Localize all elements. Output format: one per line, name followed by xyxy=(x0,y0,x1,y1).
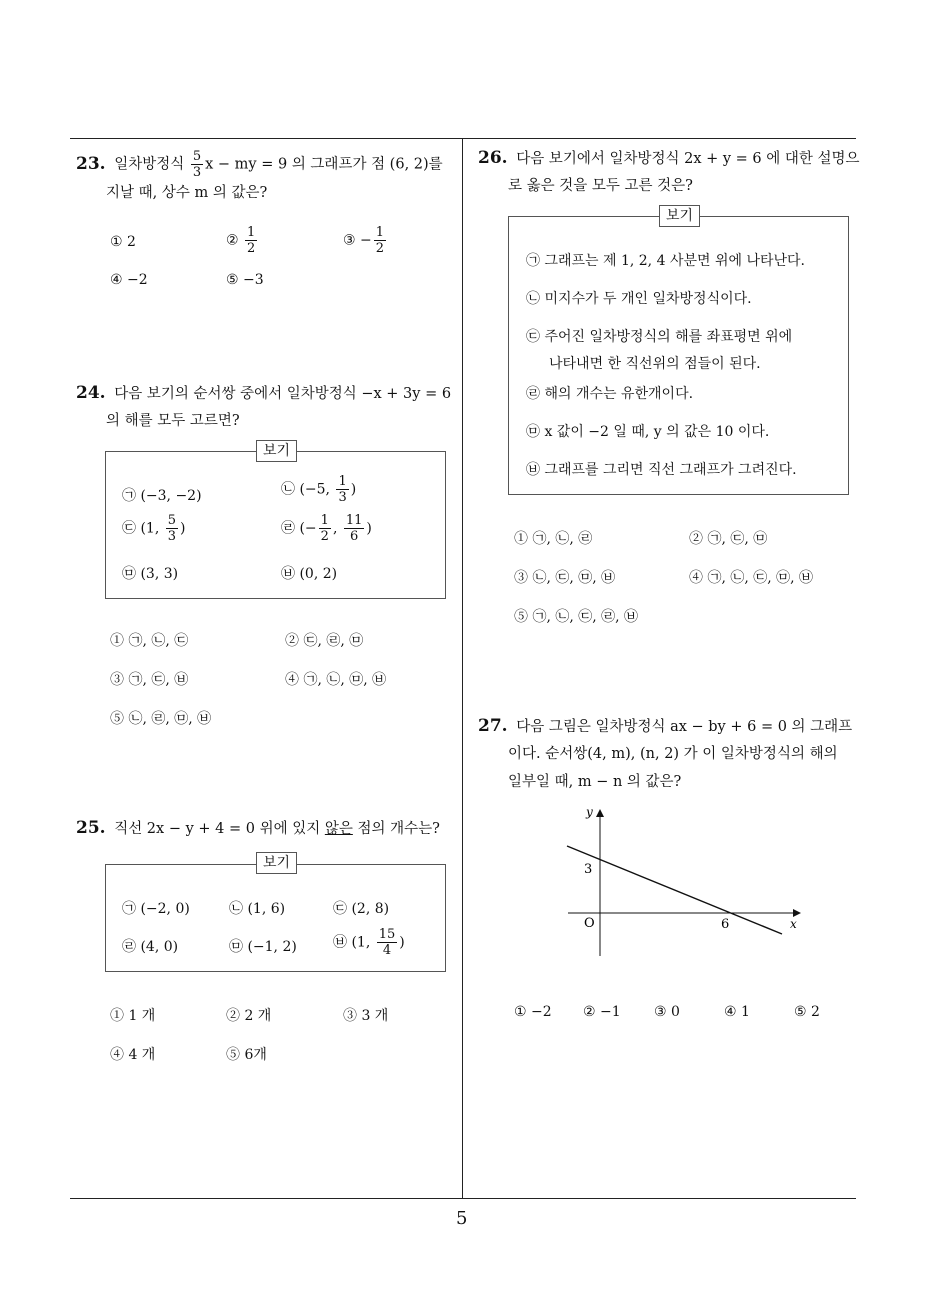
q26-box-title: 보기 xyxy=(659,205,700,227)
q24-option-4[interactable]: ④ ㉠, ㉡, ㉤, ㉥ xyxy=(285,672,387,688)
q23-number: 23. xyxy=(76,153,106,174)
q24-item-b: ㉡ (−5, $\frac{1}{3}$ ) xyxy=(281,474,357,505)
column-divider xyxy=(462,139,463,1198)
q26-option-5[interactable]: ⑤ ㉠, ㉡, ㉢, ㉣, ㉥ xyxy=(514,609,639,625)
q25-underlined-word: 않은 xyxy=(324,821,353,837)
q26-item-d: ㉣ 해의 개수는 유한개이다. xyxy=(526,386,694,402)
q23-option-1[interactable]: ① 2 xyxy=(110,234,136,250)
q24-option-1[interactable]: ① ㉠, ㉡, ㉢ xyxy=(110,633,189,649)
q27-option-5[interactable]: ⑤ 2 xyxy=(794,1004,820,1020)
q23-stem: 23. 일차방정식 $\frac{5}{3}$ x − my = 9 의 그래프가 점 (6, 2)를 xyxy=(76,149,443,180)
q24-number: 24. xyxy=(76,383,106,403)
q25-option-1[interactable]: ① 1 개 xyxy=(110,1008,156,1024)
q24-stem-line2: 의 해를 모두 고르면? xyxy=(106,413,240,429)
q26-item-b: ㉡ 미지수가 두 개인 일차방정식이다. xyxy=(526,291,752,307)
x-axis-label: x xyxy=(790,917,797,931)
q26-number: 26. xyxy=(478,148,508,168)
y-axis-label: y xyxy=(586,805,593,819)
q26-stem: 26. 다음 보기에서 일차방정식 2x + y = 6 에 대한 설명으 xyxy=(478,148,860,168)
q25-item-b: ㉡ (1, 6) xyxy=(229,901,286,917)
q23-option-5[interactable]: ⑤ −3 xyxy=(226,272,264,288)
q23-stem-line2: 지날 때, 상수 m 의 값은? xyxy=(106,185,268,201)
x-intercept-label: 6 xyxy=(721,917,730,932)
q25-option-5[interactable]: ⑤ 6개 xyxy=(226,1047,267,1063)
q27-number: 27. xyxy=(478,716,508,736)
q23-option-2[interactable]: ② $\frac{1}{2}$ xyxy=(226,225,256,256)
q27-option-3[interactable]: ③ 0 xyxy=(654,1004,680,1020)
q24-option-5[interactable]: ⑤ ㉡, ㉣, ㉤, ㉥ xyxy=(110,711,212,727)
q26-option-1[interactable]: ① ㉠, ㉡, ㉣ xyxy=(514,531,593,547)
q25-stem: 25. 직선 2x − y + 4 = 0 위에 있지 않은 점의 개수는? xyxy=(76,818,440,838)
q27-stem-line2: 이다. 순서쌍(4, m), (n, 2) 가 이 일차방정식의 해의 xyxy=(508,746,838,762)
q24-option-3[interactable]: ③ ㉠, ㉢, ㉥ xyxy=(110,672,189,688)
origin-label: O xyxy=(584,916,595,931)
q24-item-c: ㉢ (1, $\frac{5}{3}$ ) xyxy=(122,513,186,544)
top-rule xyxy=(70,138,856,139)
q26-item-c: ㉢ 주어진 일차방정식의 해를 좌표평면 위에 xyxy=(526,329,793,345)
q24-option-2[interactable]: ② ㉢, ㉣, ㉤ xyxy=(285,633,364,649)
q27-option-1[interactable]: ① −2 xyxy=(514,1004,552,1020)
q25-item-d: ㉣ (4, 0) xyxy=(122,939,179,955)
bottom-rule xyxy=(70,1198,856,1199)
q27-option-4[interactable]: ④ 1 xyxy=(724,1004,750,1020)
q23-fraction: $\frac{5}{3}$ xyxy=(192,149,202,180)
q26-option-2[interactable]: ② ㉠, ㉢, ㉤ xyxy=(689,531,768,547)
q26-item-f: ㉥ 그래프를 그리면 직선 그래프가 그려진다. xyxy=(526,462,797,478)
y-intercept-label: 3 xyxy=(584,862,593,877)
q24-item-f: ㉥ (0, 2) xyxy=(281,566,338,582)
q25-option-3[interactable]: ③ 3 개 xyxy=(343,1008,389,1024)
q27-stem-line3: 일부일 때, m − n 의 값은? xyxy=(508,774,682,790)
page-number: 5 xyxy=(456,1208,468,1229)
q24-box-title: 보기 xyxy=(256,440,297,462)
q27-graph xyxy=(550,800,810,962)
q24-item-d: ㉣ (− $\frac{1}{2}$ , $\frac{11}{6}$ ) xyxy=(281,513,372,544)
q26-option-3[interactable]: ③ ㉡, ㉢, ㉤, ㉥ xyxy=(514,570,616,586)
q23-option-3[interactable]: ③ − $\frac{1}{2}$ xyxy=(343,225,385,256)
q27-option-2[interactable]: ② −1 xyxy=(583,1004,621,1020)
q26-option-4[interactable]: ④ ㉠, ㉡, ㉢, ㉤, ㉥ xyxy=(689,570,814,586)
q26-item-e: ㉤ x 값이 −2 일 때, y 의 값은 10 이다. xyxy=(526,424,770,440)
q25-option-4[interactable]: ④ 4 개 xyxy=(110,1047,156,1063)
q24-stem: 24. 다음 보기의 순서쌍 중에서 일차방정식 −x + 3y = 6 xyxy=(76,383,452,403)
q25-item-a: ㉠ (−2, 0) xyxy=(122,901,190,917)
q25-item-e: ㉤ (−1, 2) xyxy=(229,939,297,955)
q26-item-c-cont: 나타내면 한 직선위의 점들이 된다. xyxy=(549,356,761,372)
q25-item-c: ㉢ (2, 8) xyxy=(333,901,390,917)
q25-item-f: ㉥ (1, $\frac{15}{4}$ ) xyxy=(333,927,405,958)
q26-item-a: ㉠ 그래프는 제 1, 2, 4 사분면 위에 나타난다. xyxy=(526,253,806,269)
q24-item-a: ㉠ (−3, −2) xyxy=(122,488,202,504)
q23-option-4[interactable]: ④ −2 xyxy=(110,272,148,288)
q25-option-2[interactable]: ② 2 개 xyxy=(226,1008,272,1024)
q24-item-e: ㉤ (3, 3) xyxy=(122,566,179,582)
q25-box-title: 보기 xyxy=(256,852,297,874)
q25-number: 25. xyxy=(76,818,106,838)
graph-line xyxy=(567,846,782,934)
q27-stem: 27. 다음 그림은 일차방정식 ax − by + 6 = 0 의 그래프 xyxy=(478,716,853,736)
q26-stem-line2: 로 옳은 것을 모두 고른 것은? xyxy=(508,178,693,194)
